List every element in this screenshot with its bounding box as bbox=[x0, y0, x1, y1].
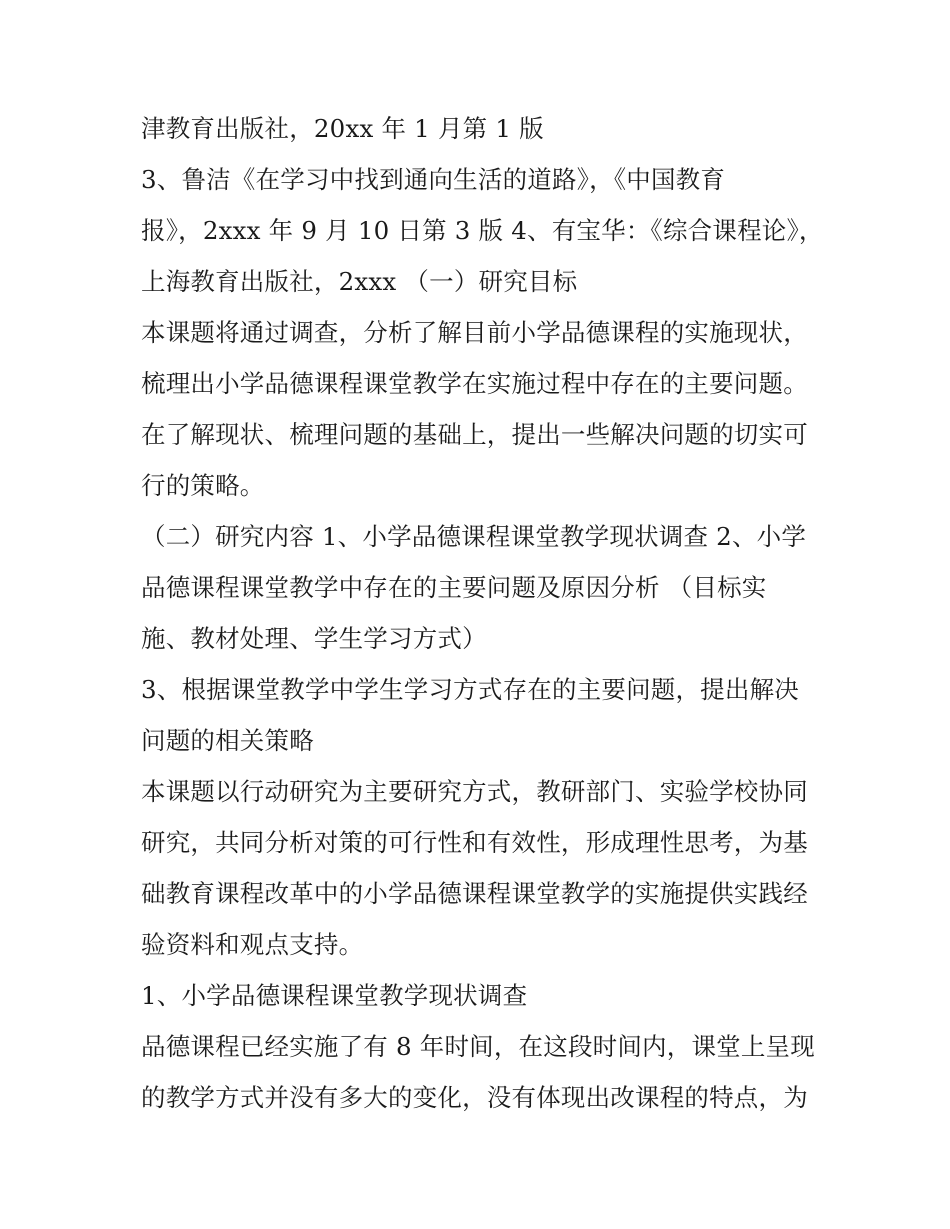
text-line: 行的策略。 bbox=[141, 471, 265, 500]
text-line: 施、教材处理、学生学习方式） bbox=[141, 624, 487, 653]
text-line: 报》，2xxx 年 9 月 10 日第 3 版 4、有宝华：《综合课程论》， bbox=[141, 216, 824, 245]
text-line: （二）研究内容 1、小学品德课程课堂教学现状调查 2、小学 bbox=[141, 522, 807, 551]
text-line: 梳理出小学品德课程课堂教学在实施过程中存在的主要问题。 bbox=[141, 369, 808, 398]
text-line: 研究，共同分析对策的可行性和有效性，形成理性思考，为基 bbox=[141, 828, 808, 857]
text-line: 1、小学品德课程课堂教学现状调查 bbox=[141, 981, 528, 1010]
text-line: 本课题将通过调查，分析了解目前小学品德课程的实施现状， bbox=[141, 318, 808, 347]
text-line: 在了解现状、梳理问题的基础上，提出一些解决问题的切实可 bbox=[141, 420, 808, 449]
text-line: 上海教育出版社，2xxx （一）研究目标 bbox=[141, 267, 578, 296]
text-line: 问题的相关策略 bbox=[141, 726, 314, 755]
text-line: 本课题以行动研究为主要研究方式，教研部门、实验学校协同 bbox=[141, 777, 808, 806]
text-line: 3、根据课堂教学中学生学习方式存在的主要问题，提出解决 bbox=[141, 675, 799, 704]
text-line: 品德课程课堂教学中存在的主要问题及原因分析 （目标实 bbox=[141, 573, 767, 602]
text-line: 验资料和观点支持。 bbox=[141, 930, 364, 959]
text-line: 津教育出版社，20xx 年 1 月第 1 版 bbox=[141, 114, 544, 143]
text-line: 础教育课程改革中的小学品德课程课堂教学的实施提供实践经 bbox=[141, 879, 808, 908]
text-line: 品德课程已经实施了有 8 年时间，在这段时间内，课堂上呈现 bbox=[141, 1032, 815, 1061]
text-line: 3、鲁洁《在学习中找到通向生活的道路》，《中国教育 bbox=[141, 165, 726, 194]
text-line: 的教学方式并没有多大的变化，没有体现出改课程的特点，为 bbox=[141, 1083, 808, 1112]
